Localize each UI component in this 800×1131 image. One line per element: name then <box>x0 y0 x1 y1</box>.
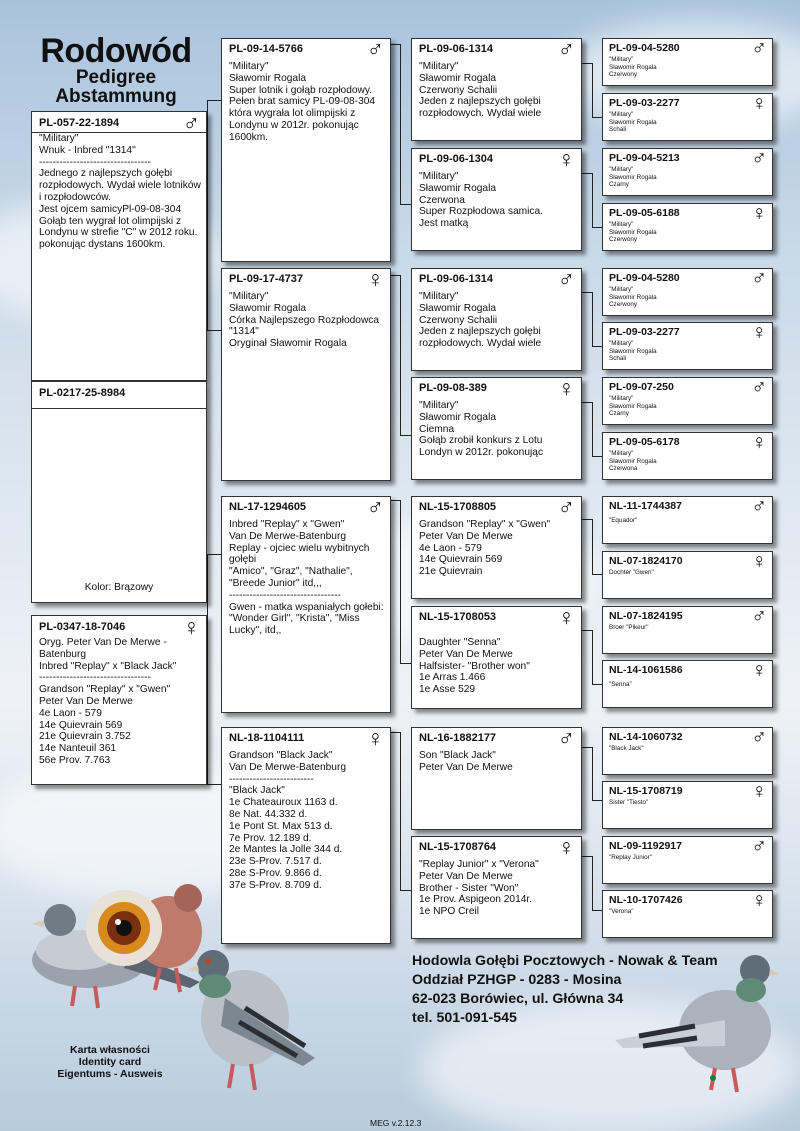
connector-line <box>400 275 401 435</box>
male-icon: ♂ <box>751 37 767 60</box>
connector-line <box>400 890 411 891</box>
female-icon: ♀ <box>557 375 575 401</box>
female-icon: ♀ <box>751 659 767 682</box>
ring-number: NL-16-1882177 <box>419 732 497 744</box>
card-description: "Military" Sławomir Rogala Czerwona <box>609 450 657 473</box>
female-icon: ♀ <box>751 889 767 912</box>
card-description: "Replay Junior" <box>609 854 652 861</box>
connector-line <box>400 435 411 436</box>
breeder-address: 62-023 Borówiec, ul. Główna 34 <box>412 991 624 1007</box>
pedigree-heading <box>28 34 204 106</box>
card-description: "Military" Sławomir Rogala Czerwona Super Rozpłodowa samica. Jest matką <box>419 171 544 230</box>
card-description: "Military" Sławomir Rogala Córka Najlepszego Rozpłodowca "1314" Oryginał Sławomir Rogala <box>229 291 380 350</box>
great-grandparent-card <box>602 432 773 480</box>
grandparent-card <box>411 148 582 251</box>
connector-line <box>592 117 602 118</box>
parent-card <box>221 496 391 713</box>
grandparent-card <box>411 38 582 141</box>
breeder-phone: tel. 501-091-545 <box>412 1010 517 1026</box>
great-grandparent-card <box>602 322 773 370</box>
ring-number: NL-18-1104111 <box>229 732 305 744</box>
card-description: Sister "Tiesto" <box>609 799 649 806</box>
connector-line <box>592 292 593 346</box>
grandparent-card <box>411 377 582 480</box>
card-description: "Senna" <box>609 681 632 688</box>
female-icon: ♀ <box>557 146 575 172</box>
title-main: Rodowód <box>40 32 192 70</box>
male-icon: ♂ <box>751 267 767 290</box>
connector-line <box>582 402 592 403</box>
connector-line <box>592 747 593 800</box>
connector-line <box>592 63 593 117</box>
card-description: "Military" Wnuk - Inbred "1314" --------------------------------- Jednego z najlepszych gołębi rozpłodowych. Wydał wiele lotników i rozpłodowców. Jest ojcem samicyPl-09-08-304 Gołąb ten wygrał lot olimpijski z Londynu w strefie "C" w 2012 roku. pokonując dystans 1600km. <box>39 133 201 251</box>
card-description: Oryg. Peter Van De Merwe - Batenburg Inbred "Replay" x "Black Jack" --------------------------------- Grandson "Replay" x "Gwen" Peter Van De Merwe 4e Laon - 579 14e Quievrain 569 21e Quievrain 3.752 14e Nanteuil 361 56e Prov. 7.763 <box>39 637 177 766</box>
male-icon: ♂ <box>751 605 767 628</box>
connector-line <box>582 630 592 631</box>
ring-number: NL-15-1708805 <box>419 501 497 513</box>
card-description: "Replay Junior" x "Verona" Peter Van De Merwe Brother - Sister "Won" 1e Prov. Aspigeon 2014r. 1e NPO Creil <box>419 859 539 918</box>
ring-number: PL-09-03-2277 <box>609 326 680 338</box>
owner-ring-number: PL-0217-25-8984 <box>39 387 126 399</box>
ring-number: NL-07-1824170 <box>609 555 683 567</box>
ring-number: PL-09-04-5213 <box>609 152 680 164</box>
connector-line <box>400 663 411 664</box>
color-label: Kolor: Brązowy <box>84 582 154 593</box>
connector-line <box>391 275 400 276</box>
ring-number: NL-15-1708053 <box>419 611 497 623</box>
card-description: "Military" Sławomir Rogala Schali <box>609 340 657 363</box>
card-description: Daughter "Senna" Peter Van De Merwe Halfsister- "Brother won" 1e Arras 1.466 1e Asse 529 <box>419 637 530 696</box>
great-grandparent-card <box>602 496 773 544</box>
connector-line <box>207 100 221 101</box>
identity-card-label <box>20 1044 200 1080</box>
ring-number: NL-15-1708764 <box>419 841 497 853</box>
ring-number: PL-09-05-6178 <box>609 436 680 448</box>
ring-number: PL-057-22-1894 <box>39 117 120 129</box>
male-icon: ♂ <box>751 495 767 518</box>
connector-line <box>582 173 592 174</box>
connector-line <box>207 330 221 331</box>
card-description: "Military" Sławomir Rogala Czerwony <box>609 56 657 79</box>
female-icon: ♀ <box>751 321 767 344</box>
connector-line <box>592 173 593 227</box>
grandparent-card <box>411 836 582 939</box>
connector-line <box>207 100 208 330</box>
card-description: "Military" Sławomir Rogala Czarny <box>609 395 657 418</box>
connector-line <box>400 732 401 890</box>
male-icon: ♂ <box>366 494 384 520</box>
connector-line <box>592 856 593 910</box>
connector-line <box>592 684 602 685</box>
card-description: "Military" Sławomir Rogala Schali <box>609 111 657 134</box>
great-grandparent-card <box>602 660 773 708</box>
connector-line <box>582 63 592 64</box>
connector-line <box>207 554 208 784</box>
female-icon: ♀ <box>557 834 575 860</box>
ring-number: NL-14-1060732 <box>609 731 683 743</box>
ring-number: PL-09-04-5280 <box>609 42 680 54</box>
card-description: "Military" Sławomir Rogala Czerwony Schalii Jeden z najlepszych gołębi rozpłodowych. Wydał wiele <box>419 291 542 350</box>
grandparent-card <box>411 496 582 599</box>
title-sub-de: Abstammung <box>55 86 177 107</box>
pigeon-illustration <box>20 870 205 1020</box>
connector-line <box>592 910 602 911</box>
card-description: Grandson "Black Jack" Van De Merwe-Batenburg ------------------------- "Black Jack" 1e Chateauroux 1163 d. 8e Nat. 44.332 d. 1e Pont St. Max 513 d. 7e Prov. 12.189 d. 2e Mantes la Jolle 344 d. 23e S-Prov. 7.517 d. 28e S-Prov. 9.866 d. 37e S-Prov. 8.709 d. <box>229 750 347 891</box>
connector-line <box>592 456 602 457</box>
identity-line-en: Identity card <box>78 1056 142 1068</box>
ring-number: NL-09-1192917 <box>609 840 682 852</box>
card-description: "Military" Sławomir Rogala Super lotnik i gołąb rozpłodowy. Pełen brat samicy PL-09-08-304 która wygrała lot olimpijski z Londynu w 2012r. pokonując 1600km. <box>229 61 376 143</box>
ring-number: NL-15-1708719 <box>609 785 683 797</box>
male-icon: ♂ <box>557 494 575 520</box>
great-grandparent-card <box>602 38 773 86</box>
ring-number: NL-14-1061586 <box>609 664 683 676</box>
ring-number: PL-09-03-2277 <box>609 97 680 109</box>
card-description: Son "Black Jack" Peter Van De Merwe <box>419 750 513 773</box>
ring-number: NL-07-1824195 <box>609 610 683 622</box>
grandparent-card <box>411 268 582 371</box>
parent-card <box>221 727 391 944</box>
connector-line <box>592 630 593 684</box>
card-description: Dochter "Gwen" <box>609 569 654 576</box>
parent-card <box>221 268 391 481</box>
female-icon: ♀ <box>182 614 200 640</box>
breeder-name: Hodowla Gołębi Pocztowych - Nowak & Team <box>412 953 718 969</box>
card-description: "Equador" <box>609 517 638 524</box>
male-icon: ♂ <box>751 376 767 399</box>
ring-number: PL-09-14-5766 <box>229 43 303 55</box>
ring-number: PL-09-07-250 <box>609 381 674 393</box>
great-grandparent-card <box>602 377 773 425</box>
ring-number: PL-0347-18-7046 <box>39 621 126 633</box>
male-icon: ♂ <box>557 36 575 62</box>
connector-line <box>592 519 593 574</box>
ring-number: PL-09-06-1314 <box>419 43 493 55</box>
card-description: "Military" Sławomir Rogala Czerwony Schalii Jeden z najlepszych gołębi rozpłodowych. Wydał wiele <box>419 61 542 120</box>
ring-number: NL-11-1744387 <box>609 500 682 512</box>
breeder-branch: Oddział PZHGP - 0283 - Mosina <box>412 972 622 988</box>
pigeon-illustration <box>185 938 335 1098</box>
title-sub-en: Pedigree <box>75 67 157 88</box>
card-description: Inbred "Replay" x "Gwen" Van De Merwe-Batenburg Replay - ojciec wielu wybitnych gołębi "Amico", "Graz", "Nathalie", "Breede Junior" itd,,, --------------------------------- Gwen - matka wspaniałych gołebi: "Wonder Girl", "Krista", "Miss Lucky", itd,, <box>229 519 384 637</box>
great-grandparent-card <box>602 93 773 141</box>
connector-line <box>592 402 593 456</box>
grandparent-card <box>411 606 582 709</box>
card-description: "Military" Sławomir Rogala Ciemna Gołąb zrobił konkurs z Lotu Londyn w 2012r. pokonując <box>419 400 544 459</box>
connector-line <box>582 292 592 293</box>
connector-line <box>592 800 602 801</box>
female-icon: ♀ <box>751 92 767 115</box>
ring-number: NL-10-1707426 <box>609 894 683 906</box>
ring-number: NL-17-1294605 <box>229 501 307 513</box>
female-icon: ♀ <box>366 725 384 751</box>
connector-line <box>400 204 411 205</box>
great-grandparent-card <box>602 148 773 196</box>
identity-line-pl: Karta własności <box>70 1044 150 1056</box>
great-grandparent-card <box>602 781 773 829</box>
female-icon: ♀ <box>751 202 767 225</box>
connector-line <box>592 346 602 347</box>
card-description: Grandson "Replay" x "Gwen" Peter Van De Merwe 4e Laon - 579 14e Quievrain 569 21e Quievrain <box>419 519 551 578</box>
connector-line <box>400 44 401 204</box>
male-icon: ♂ <box>751 147 767 170</box>
great-grandparent-card <box>602 727 773 775</box>
female-icon: ♀ <box>557 604 575 630</box>
ring-number: PL-09-06-1304 <box>419 153 493 165</box>
card-description: Broer "Pikeur" <box>609 624 649 631</box>
connector-line <box>400 500 401 663</box>
version-label: MEG v.2.12.3 <box>370 1118 422 1128</box>
male-icon: ♂ <box>182 110 200 136</box>
connector-line <box>207 554 221 555</box>
card-description: "Military" Sławomir Rogala Czerwony <box>609 286 657 309</box>
owner-card <box>31 381 207 603</box>
great-grandparent-card <box>602 551 773 599</box>
ring-number: PL-09-04-5280 <box>609 272 680 284</box>
card-description: "Military" Sławomir Rogala Czarny <box>609 166 657 189</box>
female-icon: ♀ <box>751 431 767 454</box>
connector-line <box>582 519 592 520</box>
card-description: "Verona" <box>609 908 634 915</box>
female-icon: ♀ <box>366 266 384 292</box>
card-description: "Military" Sławomir Rogala Czerwony <box>609 221 657 244</box>
dam-card <box>31 615 207 785</box>
connector-line <box>582 856 592 857</box>
great-grandparent-card <box>602 606 773 654</box>
grandparent-card <box>411 727 582 830</box>
subject-card <box>31 111 207 381</box>
breeder-info <box>412 952 718 1028</box>
ring-number: PL-09-17-4737 <box>229 273 303 285</box>
male-icon: ♂ <box>366 36 384 62</box>
connector-line <box>592 227 602 228</box>
great-grandparent-card <box>602 268 773 316</box>
great-grandparent-card <box>602 890 773 938</box>
male-icon: ♂ <box>557 266 575 292</box>
connector-line <box>207 784 221 785</box>
ring-number: PL-09-08-389 <box>419 382 487 394</box>
parent-card <box>221 38 391 262</box>
connector-line <box>391 732 400 733</box>
great-grandparent-card <box>602 203 773 251</box>
male-icon: ♂ <box>751 835 767 858</box>
ring-number: PL-09-05-6188 <box>609 207 680 219</box>
connector-line <box>391 500 400 501</box>
ring-number: PL-09-06-1314 <box>419 273 493 285</box>
female-icon: ♀ <box>751 780 767 803</box>
male-icon: ♂ <box>557 725 575 751</box>
great-grandparent-card <box>602 836 773 884</box>
card-description: "Black Jack" <box>609 745 644 752</box>
male-icon: ♂ <box>751 726 767 749</box>
identity-line-de: Eigentums - Ausweis <box>57 1068 163 1080</box>
connector-line <box>592 574 602 575</box>
connector-line <box>391 44 400 45</box>
connector-line <box>582 747 592 748</box>
female-icon: ♀ <box>751 550 767 573</box>
